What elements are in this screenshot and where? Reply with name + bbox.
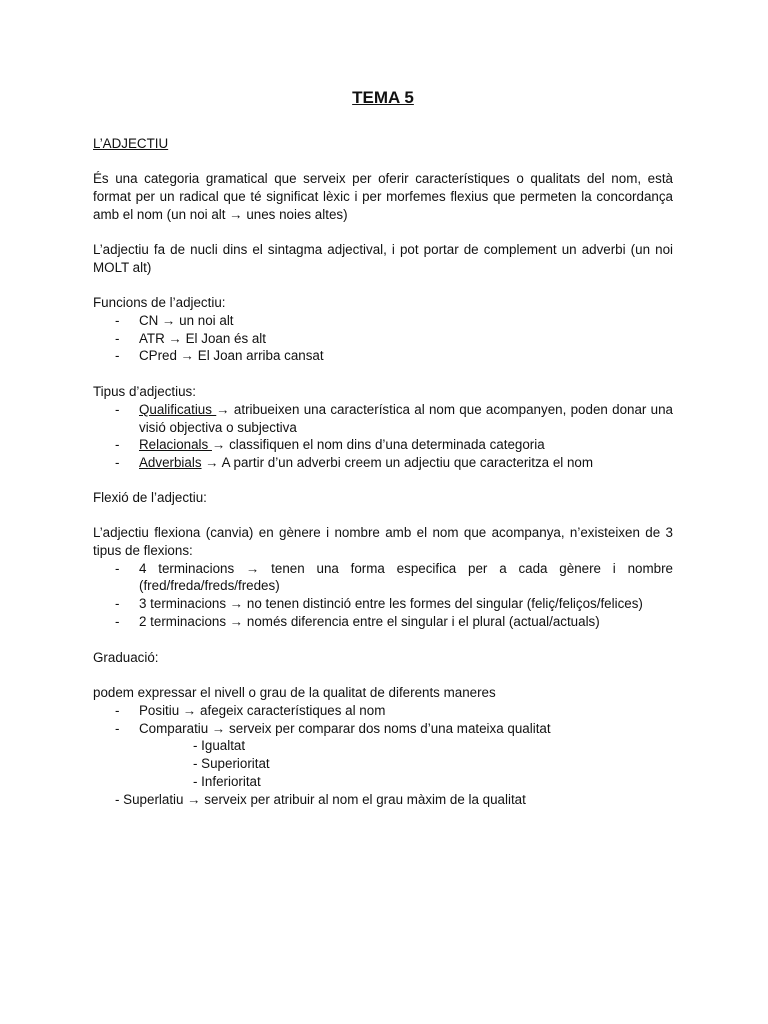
type-description: → A partir d’un adverbi creem un adjectiu que caracteritza el nom: [201, 455, 594, 471]
inflection-list: [93, 560, 673, 631]
type-term: Adverbials: [139, 455, 202, 471]
gradation-list: [93, 702, 673, 738]
sub-item: - Inferioritat: [193, 773, 261, 789]
section-heading: L’ADJECTIU: [93, 136, 169, 151]
list-item: [93, 454, 673, 472]
inflection-section: [93, 524, 673, 631]
list-item: [93, 401, 673, 437]
types-heading: Tipus d’adjectius:: [93, 384, 196, 399]
functions-heading: Funcions de l’adjectiu:: [93, 295, 226, 310]
functions-list: [93, 312, 673, 365]
functions-section: [93, 294, 673, 365]
page-title: TEMA 5: [352, 88, 414, 107]
list-item: - ATR → El Joan és alt: [93, 330, 673, 348]
list-item: - CPred → El Joan arriba cansat: [93, 347, 673, 365]
inflection-heading: Flexió de l’adjectiu:: [93, 490, 207, 505]
superlative-item: - Superlatiu → serveix per atribuir al nom el grau màxim de la qualitat: [115, 791, 526, 807]
type-description: → atribueixen una característica al nom que acompanyen, poden donar una visió objectiva o subjectiva: [139, 401, 674, 435]
nucleus-paragraph: L’adjectiu fa de nucli dins el sintagma adjectival, i pot portar de complement un adverbi (un noi MOLT alt): [93, 242, 673, 275]
gradation-section: [93, 684, 673, 809]
list-item: - 2 terminacions → només diferencia entre el singular i el plural (actual/actuals): [93, 613, 673, 631]
definition-paragraph: És una categoria gramatical que serveix per oferir característiques o qualitats del nom, està format per un radical que té significat lèxic i per morfemes flexius que permeten la concordança amb el nom (un noi alt → unes noies altes): [93, 171, 673, 222]
list-item: - Comparatiu → serveix per comparar dos noms d’una mateixa qualitat: [93, 720, 673, 738]
list-item: - 3 terminacions → no tenen distinció entre les formes del singular (feliç/feliços/felices): [93, 595, 673, 613]
type-description: → classifiquen el nom dins d’una determinada categoria: [211, 437, 545, 453]
list-item: [93, 436, 673, 454]
type-term: Qualificatius: [139, 401, 217, 417]
type-term: Relacionals: [139, 437, 212, 453]
types-section: [93, 383, 673, 472]
list-item: - CN → un noi alt: [93, 312, 673, 330]
list-item: - Positiu → afegeix característiques al nom: [93, 702, 673, 720]
gradation-heading: Graduació:: [93, 650, 159, 665]
list-item: - 4 terminacions → tenen una forma especifica per a cada gènere i nombre (fred/freda/freds/fredes): [93, 560, 673, 596]
gradation-intro: podem expressar el nivell o grau de la qualitat de diferents maneres: [93, 685, 496, 700]
types-list: [93, 401, 673, 472]
sub-item: - Igualtat: [193, 738, 246, 754]
inflection-intro: L’adjectiu flexiona (canvia) en gènere i nombre amb el nom que acompanya, n’existeixen de 3 tipus de flexions:: [93, 525, 673, 558]
sub-item: - Superioritat: [193, 756, 270, 772]
